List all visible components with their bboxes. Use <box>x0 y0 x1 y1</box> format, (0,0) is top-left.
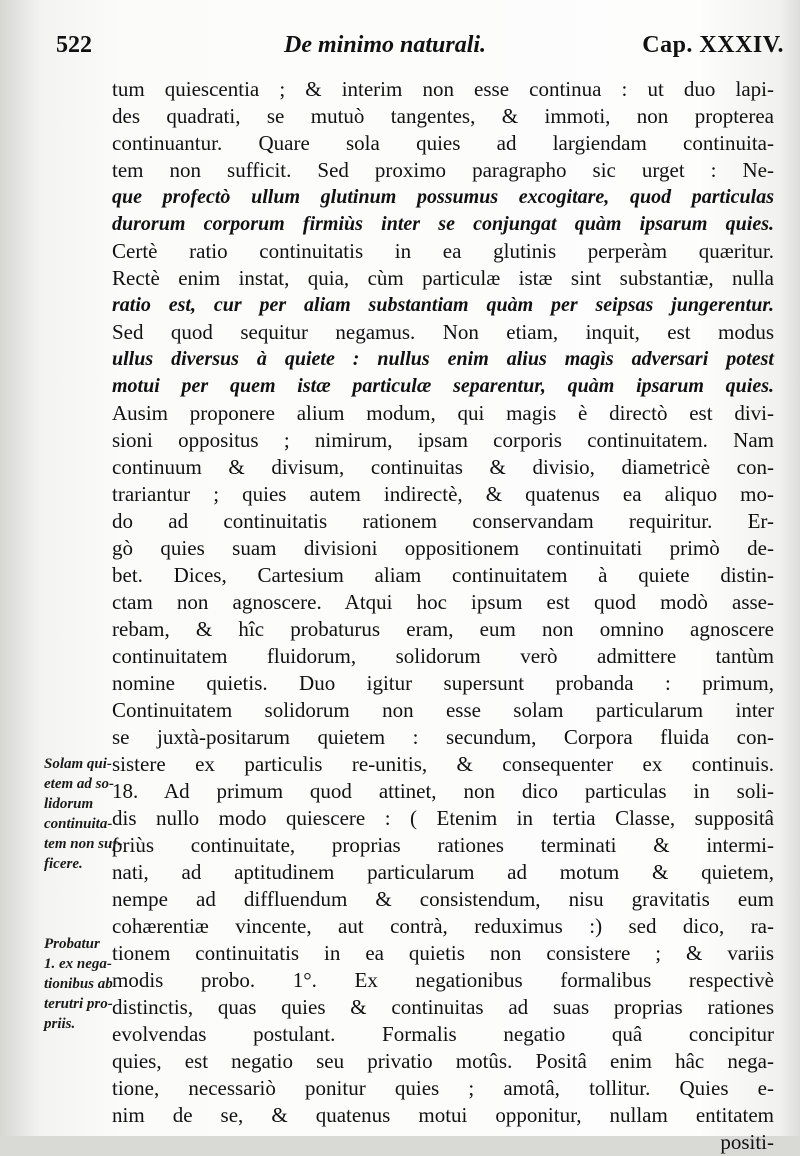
text-line: cohærentiæ vincente, aut contrà, reduximus :) sed dico, ra- <box>112 914 774 938</box>
text-line: Sed quod sequitur negamus. Non etiam, inquit, est modus <box>112 320 774 344</box>
text-line: continuum & divisum, continuitas & divisio, diametricè con- <box>112 455 774 479</box>
margin-note-line: ficere. <box>44 856 83 872</box>
text-line: priùs continuitate, proprias rationes terminati & intermi- <box>112 833 774 857</box>
text-line: nim de se, & quatenus motui opponitur, nullam entitatem <box>112 1103 774 1127</box>
text-line: motui per quem istæ particulæ separentur, quàm ipsarum quies. <box>112 375 774 397</box>
text-line: gò quies suam divisioni oppositionem continuitati primò de- <box>112 536 774 560</box>
text-line: nati, ad aptitudinem particularum ad motum & quietem, <box>112 860 774 884</box>
text-line: tionem continuitatis in ea quietis non consistere ; & variis <box>112 941 774 965</box>
text-line: evolvendas postulant. Formalis negatio quâ concipitur <box>112 1022 774 1046</box>
text-line: do ad continuitatis rationem conservandam requiritur. Er- <box>112 509 774 533</box>
margin-note-line: 1. ex nega- <box>44 956 112 972</box>
text-line: que profectò ullum glutinum possumus excogitare, quod particulas <box>112 186 774 208</box>
text-line: durorum corporum firmiùs inter se conjungat quàm ipsarum quies. <box>112 213 774 235</box>
text-line: tione, necessariò ponitur quies ; amotâ, tollitur. Quies e- <box>112 1076 774 1100</box>
margin-note-line: lidorum <box>44 796 94 812</box>
text-line: continuantur. Quare sola quies ad largiendam continuita- <box>112 131 774 155</box>
margin-note-line: tem non suf- <box>44 836 123 852</box>
margin-note-line: Probatur <box>44 936 100 952</box>
text-line: ctam non agnoscere. Atqui hoc ipsum est quod modò asse- <box>112 590 774 614</box>
text-line: rebam, & hîc probaturus eram, eum non omnino agnoscere <box>112 617 774 641</box>
margin-note-line: tionibus ab <box>44 976 113 992</box>
text-line: des quadrati, se mutuò tangentes, & immoti, non propterea <box>112 104 774 128</box>
catchword: positi- <box>720 1130 774 1154</box>
text-line: Ausim proponere alium modum, qui magis è directò est divi- <box>112 401 774 425</box>
margin-note-line: terutri pro- <box>44 996 113 1012</box>
text-line: ullus diversus à quiete : nullus enim alius magìs adversari potest <box>112 348 774 370</box>
margin-note-line: continuita- <box>44 816 113 832</box>
text-line: Certè ratio continuitatis in ea glutinis perperàm quæritur. <box>112 239 774 263</box>
text-line: modis probo. 1°. Ex negationibus formalibus respectivè <box>112 968 774 992</box>
text-line: distinctis, quas quies & continuitas ad suas proprias rationes <box>112 995 774 1019</box>
text-line: continuitatem fluidorum, solidorum verò admittere tantùm <box>112 644 774 668</box>
text-line: Continuitatem solidorum non esse solam particularum inter <box>112 698 774 722</box>
chapter-label: Cap. XXXIV. <box>642 32 784 58</box>
page-header <box>56 30 784 62</box>
text-line: tem non sufficit. Sed proximo paragrapho sic urget : Ne- <box>112 158 774 182</box>
margin-note-sola-quies <box>44 754 122 874</box>
margin-note-line: etem ad so- <box>44 776 114 792</box>
text-line: trariantur ; quies autem indirectè, & quatenus ea aliquo mo- <box>112 482 774 506</box>
text-line: ratio est, cur per aliam substantiam quàm per seipsas jungerentur. <box>112 294 774 316</box>
text-line: dis nullo modo quiescere : ( Etenim in tertia Classe, suppositâ <box>112 806 774 830</box>
text-line: sistere ex particulis re-unitis, & consequenter ex continuis. <box>112 752 774 776</box>
text-line: sioni oppositus ; nimirum, ipsam corporis continuitatem. Nam <box>112 428 774 452</box>
text-line: nomine quietis. Duo igitur supersunt probanda : primum, <box>112 671 774 695</box>
text-line: nempe ad diffluendum & consistendum, nisu gravitatis eum <box>112 887 774 911</box>
running-title: De minimo naturali. <box>284 32 487 58</box>
text-line: bet. Dices, Cartesium aliam continuitatem à quiete distin- <box>112 563 774 587</box>
text-line: se juxtà-positarum quietem : secundum, Corpora fluida con- <box>112 725 774 749</box>
text-line: tum quiescentia ; & interim non esse continua : ut duo lapi- <box>112 77 774 101</box>
margin-note-line: priis. <box>44 1016 76 1032</box>
page-number: 522 <box>56 32 92 58</box>
margin-note-line: Solam qui- <box>44 756 112 772</box>
text-line: Rectè enim instat, quia, cùm particulæ istæ sint substantiæ, nulla <box>112 266 774 290</box>
text-line: quies, est negatio seu privatio motûs. Positâ enim hâc nega- <box>112 1049 774 1073</box>
text-line: 18. Ad primum quod attinet, non dico particulas in soli- <box>112 779 774 803</box>
margin-note-probatur <box>44 934 122 1034</box>
